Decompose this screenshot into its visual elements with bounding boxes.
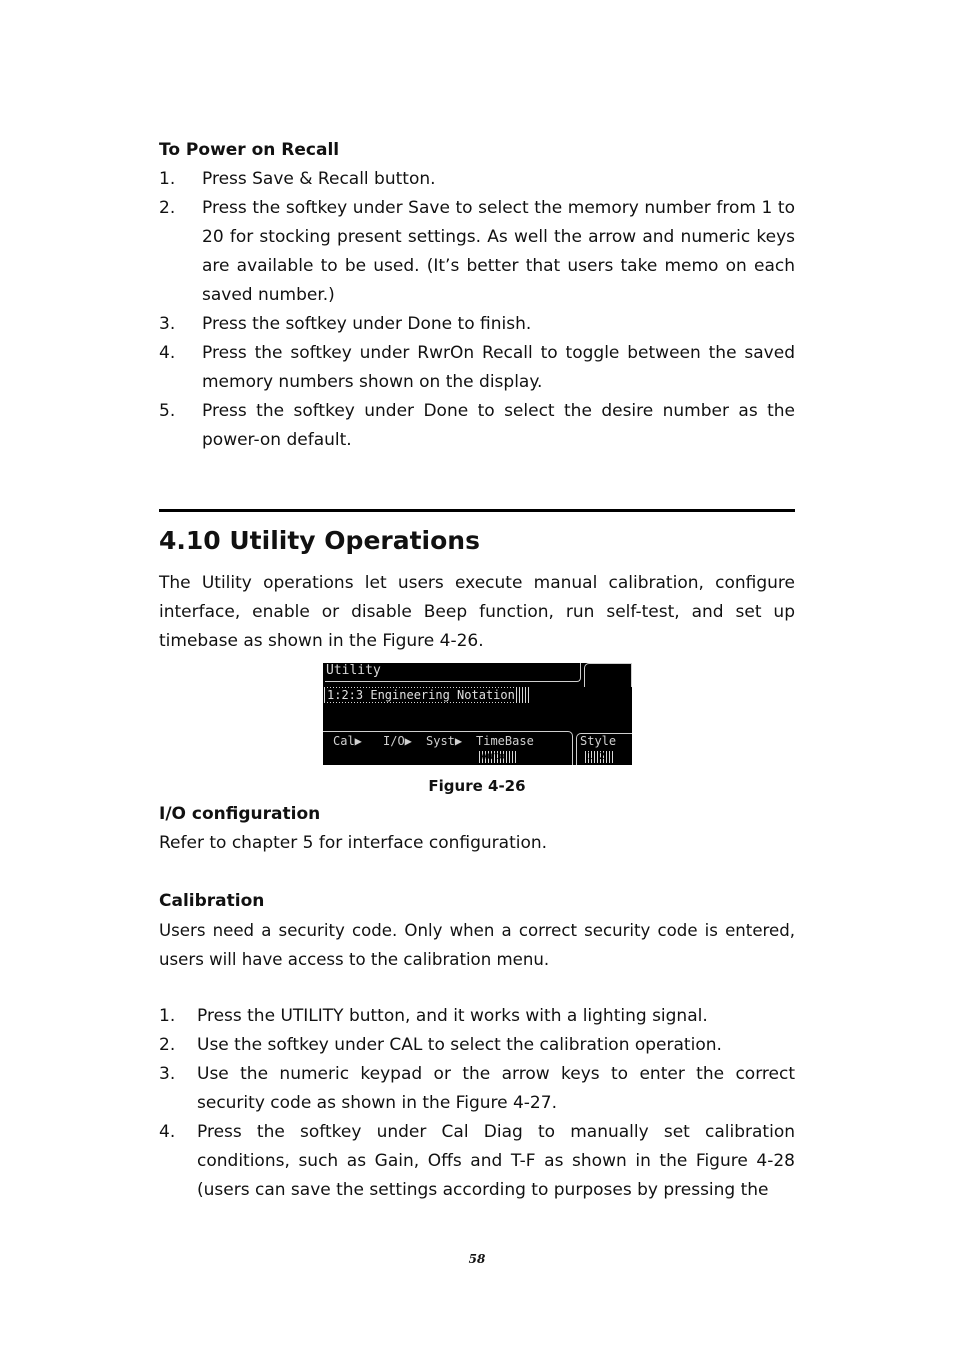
section-title: 4.10 Utility Operations: [159, 526, 480, 555]
io-heading: I/O configuration: [159, 804, 321, 824]
step-text: Press the softkey under Cal Diag to manually set calibration conditions, such as Gain, Offs and T-F as shown in the Figure 4-28 (users can save the settings according to purposes by pressing the: [197, 1122, 795, 1200]
step-number: 5.: [159, 401, 176, 421]
step-number: 4.: [159, 343, 176, 363]
lcd-screen-title: Utility: [325, 663, 581, 682]
step-text: Press the softkey under RwrOn Recall to toggle between the saved memory numbers shown on the display.: [202, 343, 795, 392]
step-number: 3.: [159, 1064, 176, 1084]
step-number: 1.: [159, 169, 176, 189]
style-value: 1.2: [585, 751, 615, 763]
step-text: Press Save & Recall button.: [202, 169, 436, 189]
step-number: 2.: [159, 198, 176, 218]
power-recall-steps: [159, 165, 795, 455]
section-divider: [159, 509, 795, 512]
calibration-text: Users need a security code. Only when a correct security code is entered, users will have access to the calibration menu.: [159, 921, 795, 969]
step-text: Press the UTILITY button, and it works with a lighting signal.: [197, 1006, 708, 1026]
list-item: [159, 165, 795, 194]
lcd-tab-frame: [584, 663, 632, 687]
softkey-io: I/O▶: [383, 734, 412, 748]
lcd-field-label: 1:2:3 Engineering Notation: [327, 688, 515, 702]
list-item: [159, 194, 795, 310]
calibration-heading: Calibration: [159, 891, 265, 911]
softkey-syst: Syst▶: [426, 734, 463, 748]
figure-caption: Figure 4-26: [428, 777, 526, 795]
power-recall-heading: To Power on Recall: [159, 140, 340, 160]
step-text: Use the numeric keypad or the arrow keys to enter the correct security code as shown in the Figure 4-27.: [197, 1064, 795, 1113]
softkey-style: Style: [580, 734, 617, 748]
list-item: [159, 1031, 795, 1060]
step-text: Press the softkey under Save to select the memory number from 1 to 20 for stocking present settings. As well the arrow and numeric keys are available to be used. (It’s better that users take memo on each saved number.): [202, 198, 795, 305]
list-item: [159, 1002, 795, 1031]
step-number: 2.: [159, 1035, 176, 1055]
softkey-cal: Cal▶: [333, 734, 362, 748]
list-item: [159, 310, 795, 339]
softkey-timebase: TimeBase: [476, 734, 534, 748]
list-item: [159, 339, 795, 397]
step-text: Press the softkey under Done to select the desire number as the power-on default.: [202, 401, 795, 450]
step-text: Press the softkey under Done to finish.: [202, 314, 532, 334]
step-number: 3.: [159, 314, 176, 334]
list-item: [159, 397, 795, 455]
list-item: [159, 1060, 795, 1118]
calibration-steps: [159, 1002, 795, 1205]
lcd-notation-field: [324, 687, 530, 703]
page-number: 58: [468, 1252, 486, 1266]
step-number: 1.: [159, 1006, 176, 1026]
timebase-value: Auto: [479, 751, 517, 763]
section-intro: The Utility operations let users execute manual calibration, configure interface, enable or disable Beep function, run self-test, and set up timebase as shown in the Figure 4-26.: [159, 573, 795, 651]
step-text: Use the softkey under CAL to select the calibration operation.: [197, 1035, 722, 1055]
step-number: 4.: [159, 1122, 176, 1142]
io-text: Refer to chapter 5 for interface configuration.: [159, 833, 548, 853]
utility-lcd-figure: [323, 663, 632, 765]
list-item: [159, 1118, 795, 1205]
